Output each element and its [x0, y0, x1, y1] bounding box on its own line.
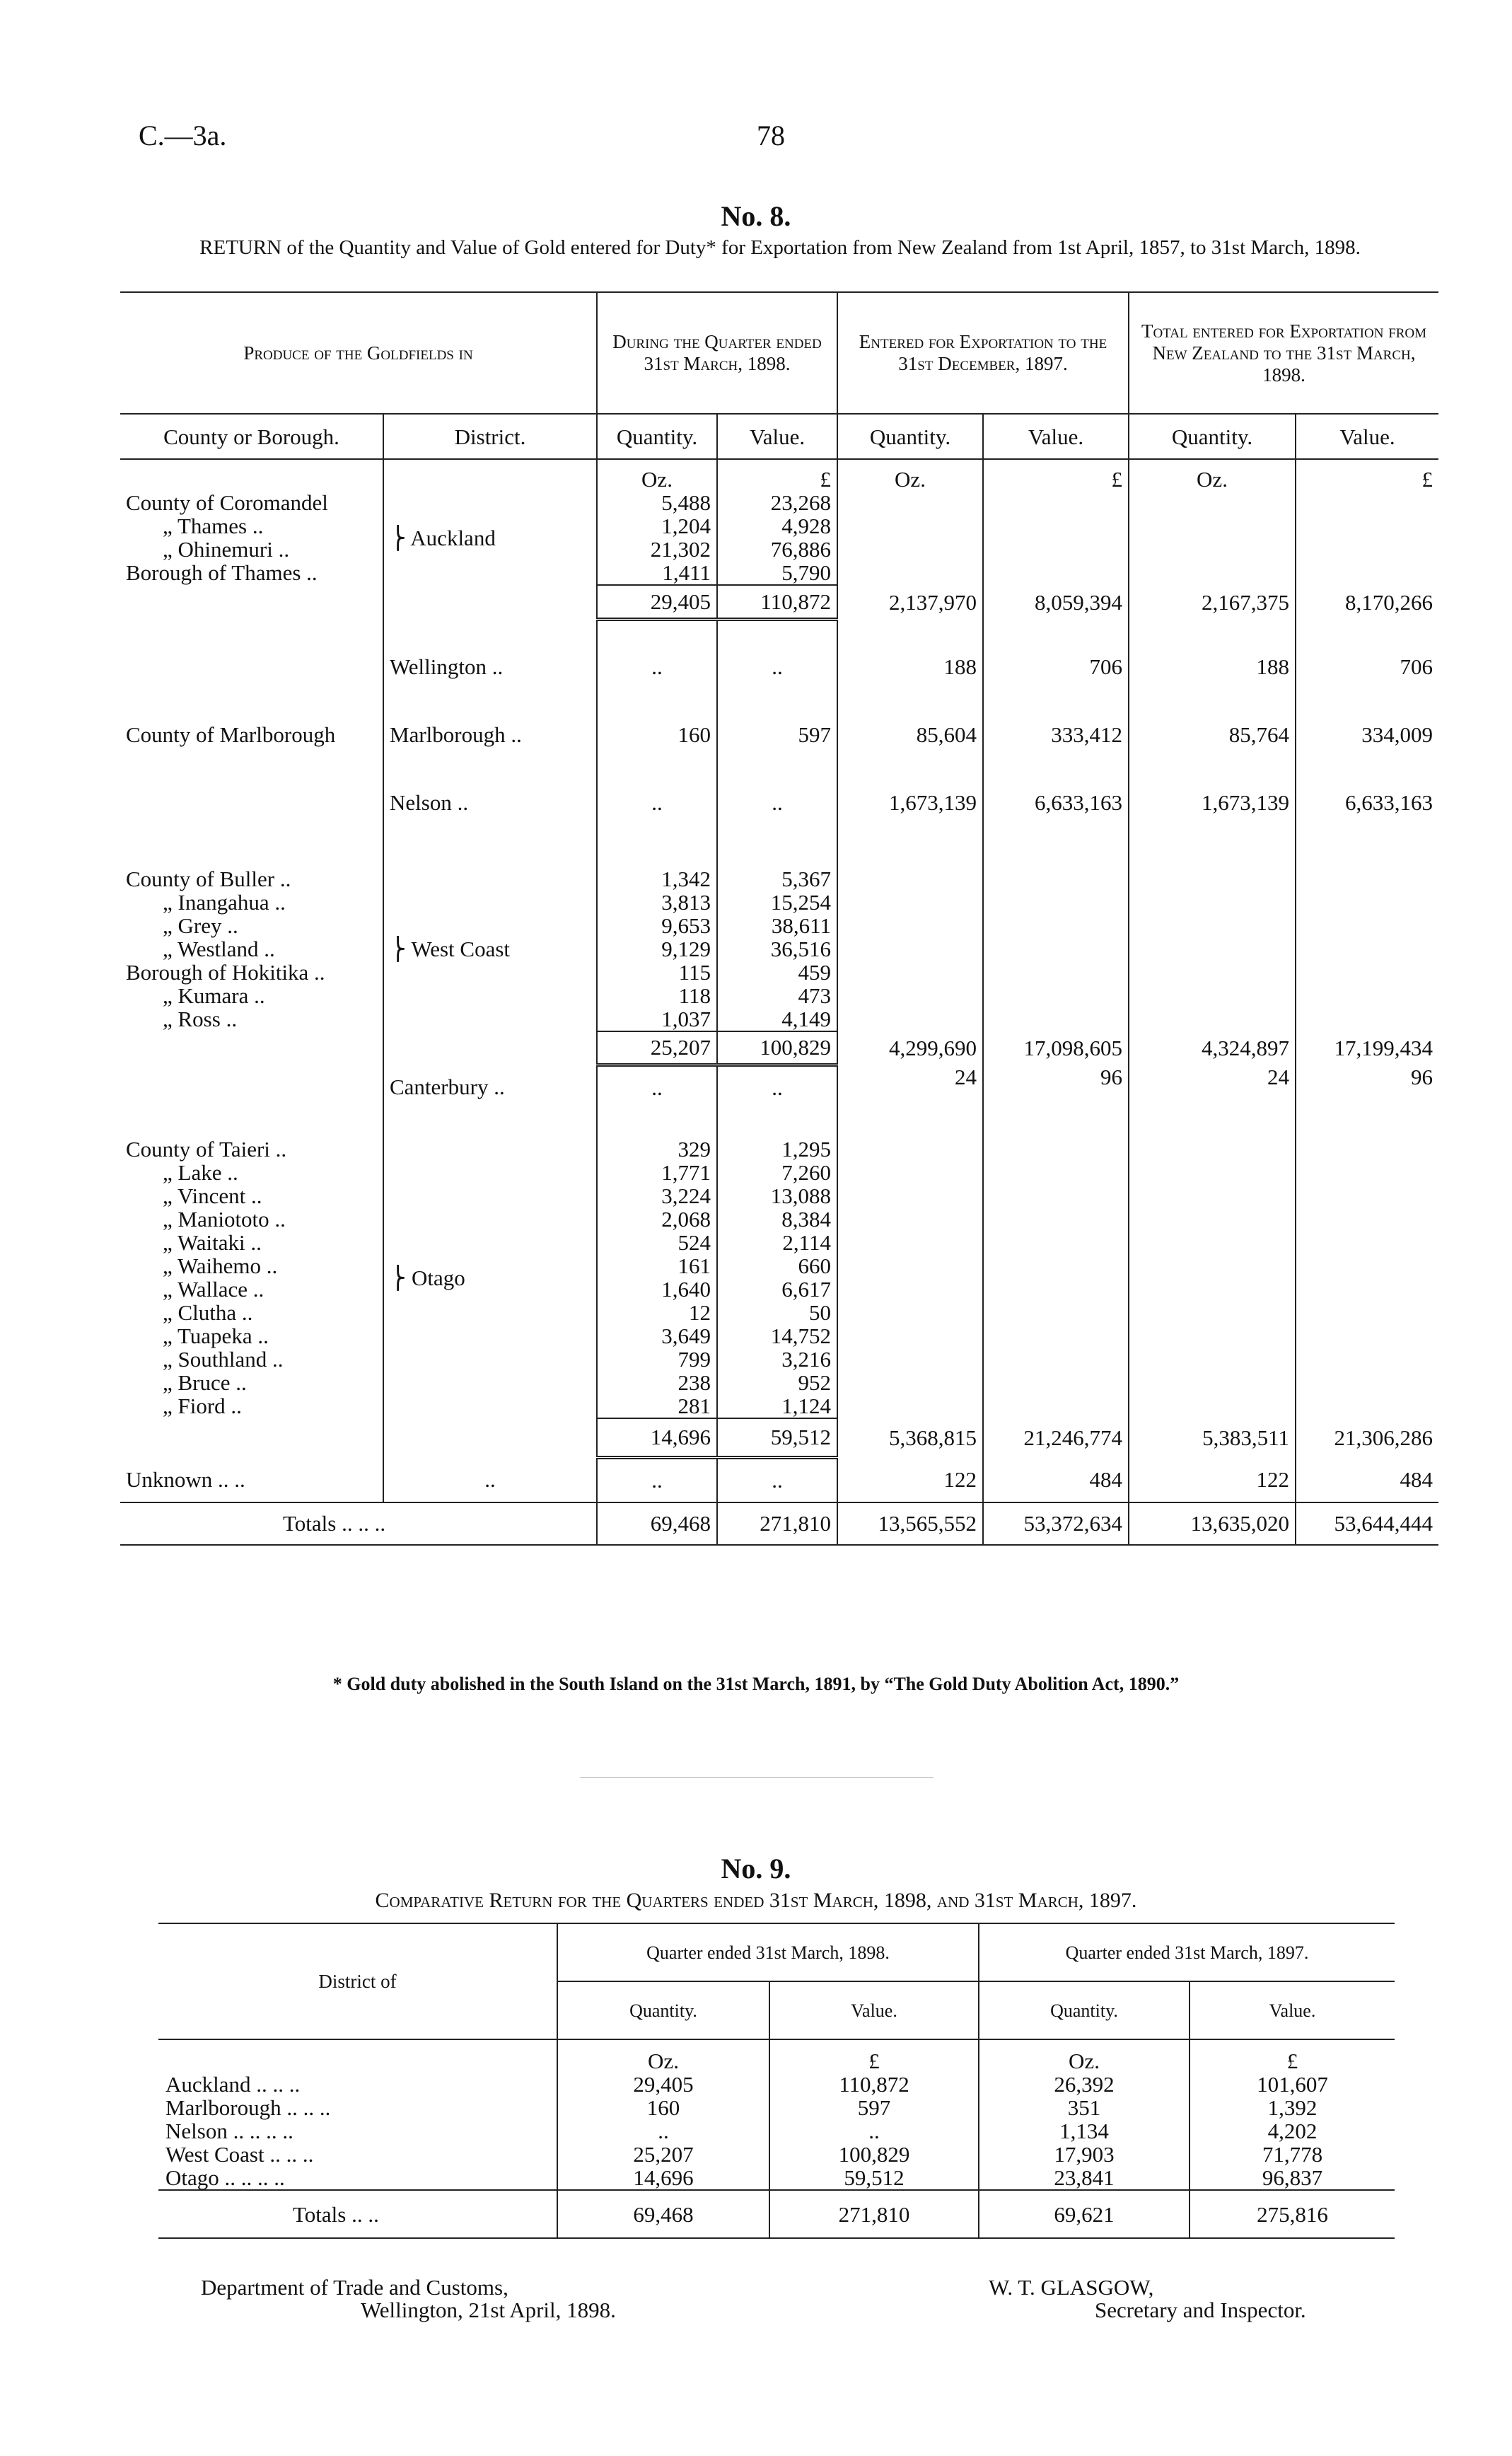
- quarter-val: 459: [717, 961, 837, 984]
- quarter-qty: 115: [597, 961, 717, 984]
- unit-pound: £: [1190, 2039, 1395, 2073]
- district-name: Auckland .. .. ..: [165, 2072, 301, 2097]
- county-name: „ Waihemo ..: [163, 1253, 278, 1278]
- unit-pound: £: [717, 459, 837, 491]
- header-value: Value.: [769, 1981, 979, 2039]
- entered-qty: 24: [837, 1065, 983, 1109]
- quarter-val: 4,149: [717, 1007, 837, 1031]
- county-unknown: Unknown .. ..: [126, 1467, 245, 1492]
- val-1898: 110,872: [769, 2073, 979, 2096]
- header-quarter: During the Quarter ended 31st March, 1898.: [597, 292, 837, 414]
- quarter-val: 6,617: [717, 1278, 837, 1301]
- header-produce: Produce of the Goldfields in: [243, 342, 473, 364]
- total-val: 21,306,286: [1296, 1418, 1438, 1458]
- totals-total-val: 53,644,444: [1296, 1502, 1438, 1545]
- totals-qty-1897: 69,621: [979, 2190, 1190, 2238]
- entered-val: 8,059,394: [983, 585, 1129, 619]
- total-qty: 4,324,897: [1129, 1031, 1296, 1065]
- header-quantity: Quantity.: [1129, 414, 1296, 459]
- val-1898: 59,512: [769, 2166, 979, 2190]
- district-wellington: Wellington ..: [383, 645, 597, 689]
- county-name: County of Taieri ..: [126, 1136, 287, 1162]
- quarter-qty: 21,302: [597, 538, 717, 561]
- quarter-val: 660: [717, 1254, 837, 1278]
- district-marlborough: Marlborough ..: [383, 713, 597, 757]
- unit-pound: £: [1296, 459, 1438, 491]
- county-name: „ Maniototo ..: [163, 1206, 286, 1232]
- quarter-val: 1,295: [717, 1137, 837, 1161]
- total-val: 6,633,163: [1296, 781, 1438, 825]
- department-line-2: Wellington, 21st April, 1898.: [361, 2298, 616, 2322]
- subtotal-qty: 29,405: [597, 585, 717, 619]
- header-county: County or Borough.: [163, 424, 339, 449]
- entered-qty: 122: [837, 1458, 983, 1502]
- header-total: Total entered for Exportation from New Zealand to the 31st March, 1898.: [1129, 292, 1438, 414]
- quarter-val: 5,367: [717, 867, 837, 891]
- district-otago: ⎬ Otago: [383, 1137, 597, 1418]
- quarter-qty: 2,068: [597, 1207, 717, 1231]
- quarter-qty: 1,204: [597, 514, 717, 538]
- val-1897: 71,778: [1190, 2143, 1395, 2166]
- quarter-qty: 12: [597, 1301, 717, 1324]
- qty-1898: 29,405: [557, 2073, 769, 2096]
- subtotal-val: 110,872: [717, 585, 837, 619]
- district-nelson: Nelson ..: [383, 781, 597, 825]
- qty-1898: 160: [557, 2096, 769, 2119]
- county-name: „ Clutha ..: [163, 1299, 253, 1325]
- val-1897: 101,607: [1190, 2073, 1395, 2096]
- unit-pound: £: [983, 459, 1129, 491]
- table-row: [158, 2073, 1395, 2096]
- department-line-1: Department of Trade and Customs,: [201, 2275, 508, 2300]
- table-row: [158, 2166, 1395, 2190]
- table8-subtitle: RETURN of the Quantity and Value of Gold entered for Duty* for Exportation from New Zealand from 1st April, 1857, to 31st March, 1898.: [199, 236, 1361, 259]
- quarter-qty: 160: [597, 713, 717, 757]
- unit-oz: Oz.: [837, 459, 983, 491]
- county-name: „ Tuapeka ..: [163, 1323, 269, 1348]
- header-value: Value.: [717, 414, 837, 459]
- entered-qty: 188: [837, 645, 983, 689]
- district-auckland: ⎬ Auckland: [383, 491, 597, 585]
- unit-pound: £: [769, 2039, 979, 2073]
- unit-oz: Oz.: [557, 2039, 769, 2073]
- total-qty: 122: [1129, 1458, 1296, 1502]
- quarter-qty: 1,411: [597, 561, 717, 585]
- totals-qty-1898: 69,468: [557, 2190, 769, 2238]
- county-name: „ Fiord ..: [163, 1393, 242, 1418]
- subtotal-qty: 14,696: [597, 1418, 717, 1458]
- total-qty: 5,383,511: [1129, 1418, 1296, 1458]
- header-quantity: Quantity.: [597, 414, 717, 459]
- totals-val-1897: 275,816: [1190, 2190, 1395, 2238]
- quarter-qty: 524: [597, 1231, 717, 1254]
- quarter-val: ..: [717, 1458, 837, 1502]
- table-row: [158, 2096, 1395, 2119]
- table9-title: No. 9.: [721, 1853, 791, 1884]
- header-district-of: District of: [158, 1923, 557, 2039]
- total-qty: 24: [1129, 1065, 1296, 1109]
- entered-qty: 5,368,815: [837, 1418, 983, 1458]
- header-quantity: Quantity.: [557, 1981, 769, 2039]
- header-quarter-1898: Quarter ended 31st March, 1898.: [557, 1923, 979, 1981]
- quarter-val: 13,088: [717, 1184, 837, 1207]
- entered-qty: 2,137,970: [837, 585, 983, 619]
- page-number: 78: [757, 120, 785, 151]
- county-name: „ Kumara ..: [163, 983, 265, 1008]
- table8-title: No. 8.: [721, 200, 791, 232]
- entered-val: 6,633,163: [983, 781, 1129, 825]
- totals-quarter-qty: 69,468: [597, 1502, 717, 1545]
- header-value: Value.: [983, 414, 1129, 459]
- table9-subtitle: Comparative Return for the Quarters ended 31st March, 1898, and 31st March, 1897.: [375, 1889, 1137, 1912]
- totals-entered-val: 53,372,634: [983, 1502, 1129, 1545]
- totals-quarter-val: 271,810: [717, 1502, 837, 1545]
- district-name: Nelson .. .. .. ..: [165, 2119, 293, 2143]
- header-quarter-1897: Quarter ended 31st March, 1897.: [979, 1923, 1395, 1981]
- quarter-qty: 799: [597, 1348, 717, 1371]
- county-name: „ Thames ..: [163, 514, 264, 538]
- entered-val: 484: [983, 1458, 1129, 1502]
- county-name: „ Grey ..: [163, 913, 238, 938]
- entered-val: 706: [983, 645, 1129, 689]
- quarter-val: 952: [717, 1371, 837, 1394]
- section-divider: [580, 1777, 934, 1778]
- entered-qty: 85,604: [837, 713, 983, 757]
- total-qty: 188: [1129, 645, 1296, 689]
- quarter-qty: 1,342: [597, 867, 717, 891]
- county-name: „ Southland ..: [163, 1346, 284, 1372]
- totals-label: Totals .. .. ..: [283, 1511, 386, 1536]
- quarter-val: 8,384: [717, 1207, 837, 1231]
- quarter-val: ..: [717, 645, 837, 689]
- quarter-val: 36,516: [717, 937, 837, 961]
- county-name: Borough of Hokitika ..: [126, 959, 325, 985]
- quarter-qty: 9,129: [597, 937, 717, 961]
- county-name: „ Bruce ..: [163, 1369, 247, 1395]
- qty-1897: 26,392: [979, 2073, 1190, 2096]
- qty-1897: 17,903: [979, 2143, 1190, 2166]
- total-val: 334,009: [1296, 713, 1438, 757]
- entered-val: 96: [983, 1065, 1129, 1109]
- quarter-qty: 1,640: [597, 1278, 717, 1301]
- totals-val-1898: 271,810: [769, 2190, 979, 2238]
- signatory-name: W. T. GLASGOW,: [989, 2275, 1154, 2300]
- quarter-qty: 3,649: [597, 1324, 717, 1348]
- quarter-qty: ..: [597, 781, 717, 825]
- table-row: [158, 2143, 1395, 2166]
- quarter-val: 76,886: [717, 538, 837, 561]
- county-name: „ Waitaki ..: [163, 1229, 262, 1255]
- document-reference: C.—3a.: [139, 120, 227, 151]
- county-name: County of Buller ..: [126, 866, 291, 891]
- header-quantity: Quantity.: [979, 1981, 1190, 2039]
- county-name: „ Ross ..: [163, 1006, 238, 1031]
- qty-1897: 351: [979, 2096, 1190, 2119]
- unit-oz: Oz.: [1129, 459, 1296, 491]
- qty-1898: 14,696: [557, 2166, 769, 2190]
- header-value: Value.: [1296, 414, 1438, 459]
- quarter-qty: ..: [597, 1065, 717, 1109]
- header-district: District.: [383, 414, 597, 459]
- quarter-qty: 118: [597, 984, 717, 1007]
- district-unknown: ..: [383, 1458, 597, 1502]
- quarter-qty: 329: [597, 1137, 717, 1161]
- total-val: 706: [1296, 645, 1438, 689]
- quarter-val: 2,114: [717, 1231, 837, 1254]
- qty-1897: 1,134: [979, 2119, 1190, 2143]
- quarter-qty: 161: [597, 1254, 717, 1278]
- val-1897: 96,837: [1190, 2166, 1395, 2190]
- header-value: Value.: [1190, 1981, 1395, 2039]
- quarter-qty: 9,653: [597, 914, 717, 937]
- qty-1898: 25,207: [557, 2143, 769, 2166]
- totals-entered-qty: 13,565,552: [837, 1502, 983, 1545]
- entered-val: 333,412: [983, 713, 1129, 757]
- gold-return-table: [120, 291, 1438, 1546]
- total-qty: 2,167,375: [1129, 585, 1296, 619]
- qty-1897: 23,841: [979, 2166, 1190, 2190]
- district-canterbury: Canterbury ..: [383, 1065, 597, 1109]
- quarter-val: 23,268: [717, 491, 837, 514]
- quarter-qty: 1,037: [597, 1007, 717, 1031]
- total-val: 8,170,266: [1296, 585, 1438, 619]
- quarter-val: 1,124: [717, 1394, 837, 1418]
- quarter-val: ..: [717, 1065, 837, 1109]
- county-name: „ Wallace ..: [163, 1276, 264, 1302]
- county-name: Borough of Thames ..: [126, 560, 318, 585]
- county-marlborough: County of Marlborough: [126, 722, 336, 747]
- quarter-val: 473: [717, 984, 837, 1007]
- county-name: County of Coromandel: [126, 490, 328, 515]
- footnote: * Gold duty abolished in the South Island on the 31st March, 1891, by “The Gold Duty Abolition Act, 1890.”: [332, 1674, 1180, 1694]
- total-val: 17,199,434: [1296, 1031, 1438, 1065]
- quarter-qty: 281: [597, 1394, 717, 1418]
- quarter-qty: 3,224: [597, 1184, 717, 1207]
- quarter-val: 14,752: [717, 1324, 837, 1348]
- unit-oz: Oz.: [979, 2039, 1190, 2073]
- entered-val: 21,246,774: [983, 1418, 1129, 1458]
- county-name: „ Westland ..: [163, 936, 275, 961]
- header-entered: Entered for Exportation to the 31st December, 1897.: [837, 292, 1129, 414]
- subtotal-val: 100,829: [717, 1031, 837, 1065]
- total-qty: 85,764: [1129, 713, 1296, 757]
- entered-val: 17,098,605: [983, 1031, 1129, 1065]
- county-name: „ Lake ..: [163, 1159, 238, 1185]
- totals-total-qty: 13,635,020: [1129, 1502, 1296, 1545]
- subtotal-val: 59,512: [717, 1418, 837, 1458]
- county-name: „ Inangahua ..: [163, 889, 286, 915]
- district-name: Otago .. .. .. ..: [165, 2165, 285, 2190]
- quarter-val: 15,254: [717, 891, 837, 914]
- district-west-coast: ⎬ West Coast: [383, 867, 597, 1031]
- comparative-return-table: [158, 1923, 1395, 2239]
- quarter-val: 597: [717, 713, 837, 757]
- quarter-qty: ..: [597, 1458, 717, 1502]
- table-row: [158, 2119, 1395, 2143]
- signatory-position: Secretary and Inspector.: [1095, 2298, 1306, 2322]
- val-1898: 597: [769, 2096, 979, 2119]
- quarter-qty: 1,771: [597, 1161, 717, 1184]
- val-1898: 100,829: [769, 2143, 979, 2166]
- entered-qty: 4,299,690: [837, 1031, 983, 1065]
- unit-oz: Oz.: [597, 459, 717, 491]
- total-val: 484: [1296, 1458, 1438, 1502]
- quarter-val: 5,790: [717, 561, 837, 585]
- quarter-qty: ..: [597, 645, 717, 689]
- quarter-val: 4,928: [717, 514, 837, 538]
- total-qty: 1,673,139: [1129, 781, 1296, 825]
- district-name: West Coast .. .. ..: [165, 2142, 314, 2167]
- quarter-val: 7,260: [717, 1161, 837, 1184]
- header-quantity: Quantity.: [837, 414, 983, 459]
- quarter-qty: 5,488: [597, 491, 717, 514]
- quarter-val: 3,216: [717, 1348, 837, 1371]
- quarter-qty: 238: [597, 1371, 717, 1394]
- total-val: 96: [1296, 1065, 1438, 1109]
- qty-1898: ..: [557, 2119, 769, 2143]
- totals-label: Totals .. ..: [293, 2201, 379, 2227]
- county-name: „ Vincent ..: [163, 1183, 262, 1208]
- entered-qty: 1,673,139: [837, 781, 983, 825]
- quarter-qty: 3,813: [597, 891, 717, 914]
- val-1897: 4,202: [1190, 2119, 1395, 2143]
- val-1897: 1,392: [1190, 2096, 1395, 2119]
- district-name: Marlborough .. .. ..: [165, 2095, 331, 2120]
- quarter-val: ..: [717, 781, 837, 825]
- subtotal-qty: 25,207: [597, 1031, 717, 1065]
- val-1898: ..: [769, 2119, 979, 2143]
- quarter-val: 50: [717, 1301, 837, 1324]
- quarter-val: 38,611: [717, 914, 837, 937]
- county-name: „ Ohinemuri ..: [163, 537, 290, 562]
